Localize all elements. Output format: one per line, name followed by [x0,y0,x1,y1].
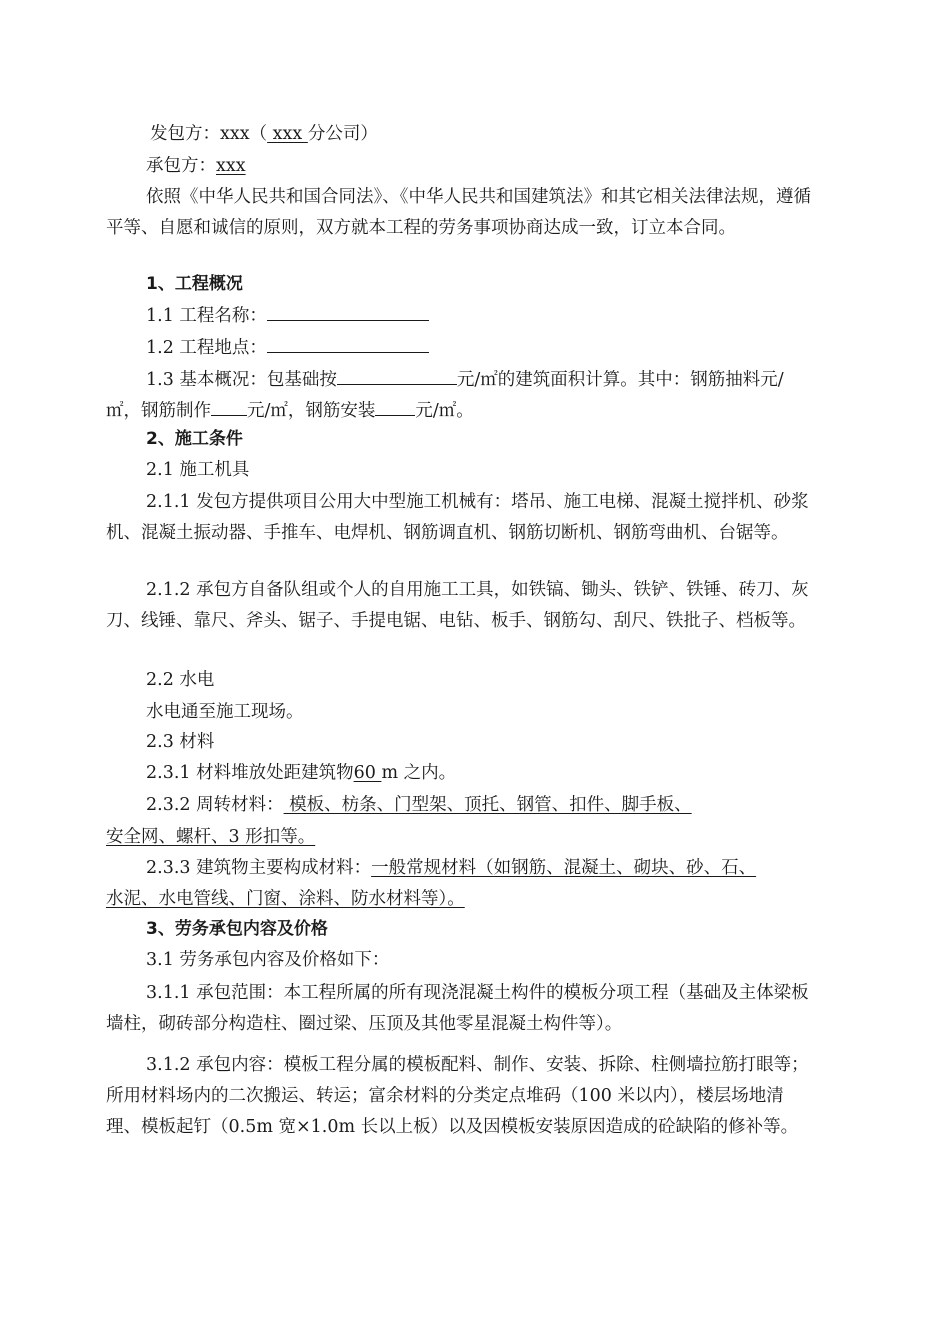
project-name-label: 1.1 工程名称： [146,306,267,326]
section-2-2-text: 水电通至施工现场。 [146,702,304,722]
turnover-materials-value-2: 安全网、螺杆、3 形扣等。 [106,827,316,847]
overview-paragraph [106,365,818,427]
section-2-3-3-cont [106,884,818,915]
section-1-heading: 1、工程概况 [146,274,243,294]
section-2-1: 2.1 施工机具 [146,460,250,480]
main-materials-value-2: 水泥、水电管线、门窗、涂料、防水材料等）。 [106,889,465,909]
overview-text-a: 1.3 基本概况：包基础按 [146,370,337,390]
section-2-3-2 [106,790,818,821]
section-2-3-2-cont [106,822,818,853]
section-2-1-1: 2.1.1 发包方提供项目公用大中型施工机械有：塔吊、施工电梯、混凝土搅拌机、砂浆机、混凝土振动器、手推车、电焊机、钢筋调直机、钢筋切断机、钢筋弯曲机、台锯等。 [106,492,809,543]
project-name-blank [267,303,429,321]
turnover-materials-value: 模板、枋条、门型架、顶托、钢管、扣件、脚手板、 [283,795,692,815]
section-3-1-2: 3.1.2 承包内容：模板工程分属的模板配料、制作、安装、拆除、柱侧墙拉筋打眼等；所用材料场内的二次搬运、转运；富余材料的分类定点堆码（100 米以内），楼层场地清理、模板起钉（0.5m 宽×1.0m 长以上板）以及因模板安装原因造成的砼缺陷的修补等。 [106,1055,809,1137]
employer-branch-name: xxx [267,124,308,144]
overview-text-c: 元/㎡，钢筋安装 [247,401,376,421]
section-3-heading: 3、劳务承包内容及价格 [146,919,328,939]
overview-text-d: 元/㎡。 [415,401,474,421]
turnover-materials-label: 2.3.2 周转材料： [146,795,284,815]
section-2-3-1 [106,758,818,789]
rebar-install-blank [375,398,415,416]
section-2-1-2: 2.1.2 承包方自备队组或个人的自用施工工具，如铁镐、锄头、铁铲、铁锤、砖刀、灰刀、线锤、靠尺、斧头、锯子、手提电锯、电钻、板手、钢筋勾、刮尺、铁批子、档板等。 [106,580,809,631]
overview-text-b: 元/㎡的建筑面积计算。其中：钢筋抽料元/㎡，钢筋制作 [106,370,784,421]
section-3-1-1: 3.1.1 承包范围：本工程所属的所有现浇混凝土构件的模板分项工程（基础及主体梁板墙柱，砌砖部分构造柱、圈过梁、压顶及其他零星混凝土构件等）。 [106,983,809,1034]
section-2-3: 2.3 材料 [146,732,215,752]
contractor-label: 承包方： [146,156,216,176]
project-name-line [106,301,818,332]
intro-paragraph: 依照《中华人民共和国合同法》、《中华人民共和国建筑法》和其它相关法律法规，遵循平等、自愿和诚信的原则，双方就本工程的劳务事项协商达成一致，订立本合同。 [106,187,811,238]
rebar-make-blank [211,398,247,416]
contractor-name: xxx [216,156,246,176]
employer-label: 发包方：xxx（ [150,124,268,144]
employer-branch-suffix: 分公司） [307,124,378,144]
storage-distance-value: 60 [353,763,382,783]
section-2-3-3 [106,853,818,884]
base-price-blank [337,367,457,385]
project-location-blank [267,335,429,353]
storage-distance-unit: m 之内。 [381,763,457,783]
main-materials-value: 一般常规材料（如钢筋、混凝土、砌块、砂、石、 [371,858,757,878]
section-2-2: 2.2 水电 [146,670,215,690]
employer-line [150,119,810,150]
main-materials-label: 2.3.3 建筑物主要构成材料： [146,858,372,878]
contractor-line [146,151,806,182]
project-location-line [106,333,818,364]
project-location-label: 1.2 工程地点： [146,338,267,358]
section-2-heading: 2、施工条件 [146,429,243,449]
section-3-1: 3.1 劳务承包内容及价格如下： [146,950,390,970]
storage-distance-label: 2.3.1 材料堆放处距建筑物 [146,763,354,783]
